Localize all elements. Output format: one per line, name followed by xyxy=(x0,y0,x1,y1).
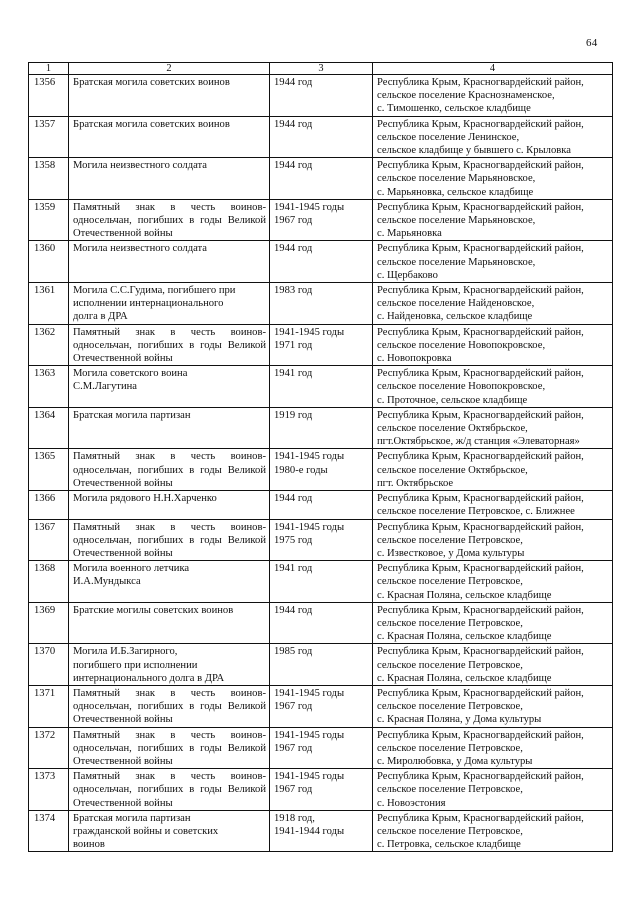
table-row xyxy=(29,158,613,200)
table-row xyxy=(29,199,613,241)
memorial-location-line: Республика Крым, Красногвардейский район, xyxy=(377,77,584,88)
memorial-location-line: сельское поселение Петровское, xyxy=(377,617,523,629)
memorial-date-line: 1944 год xyxy=(274,604,313,616)
memorial-location-line: Республика Крым, Красногвардейский район, xyxy=(377,493,584,505)
memorial-location xyxy=(373,602,613,644)
memorial-name-line: Могила военного летчика xyxy=(73,563,190,575)
row-number: 1356 xyxy=(29,75,69,117)
memorial-date xyxy=(270,561,373,603)
memorial-name-line: Могила неизвестного солдата xyxy=(73,160,207,172)
table-row xyxy=(29,519,613,561)
memorial-location-line: с. Красная Поляна, сельское кладбище xyxy=(377,589,552,601)
row-number: 1368 xyxy=(29,561,69,603)
memorial-name xyxy=(69,644,270,686)
row-number: 1366 xyxy=(29,491,69,519)
memorial-location-line: сельское поселение Марьяновское, xyxy=(377,173,536,185)
row-number: 1363 xyxy=(29,366,69,408)
memorial-location-line: Республика Крым, Красногвардейский район, xyxy=(377,604,584,616)
memorial-date-line: 1941-1945 годы xyxy=(274,521,345,533)
memorial-location-line: Республика Крым, Красногвардейский район, xyxy=(377,646,584,658)
memorial-name xyxy=(69,561,270,603)
memorial-location-line: с. Красная Поляна, у Дома культуры xyxy=(377,714,542,726)
memorial-date-line: 1944 год xyxy=(274,77,313,88)
memorial-location xyxy=(373,158,613,200)
memorial-date xyxy=(270,199,373,241)
memorial-location-line: сельское поселение Петровское, xyxy=(377,784,523,796)
memorial-date-line: 1971 год xyxy=(274,339,313,351)
memorial-date-line: 1941-1945 годы xyxy=(274,326,345,338)
memorial-location-line: сельское поселение Октябрьское, xyxy=(377,464,528,476)
column-header-name: 2 xyxy=(69,63,270,75)
memorial-location xyxy=(373,407,613,449)
memorial-location-line: сельское поселение Новопокровское, xyxy=(377,339,546,351)
memorial-location xyxy=(373,561,613,603)
row-number: 1370 xyxy=(29,644,69,686)
table-header xyxy=(29,63,613,75)
memorial-location xyxy=(373,727,613,769)
memorial-location-line: Республика Крым, Красногвардейский район, xyxy=(377,729,584,741)
memorial-name xyxy=(69,491,270,519)
memorial-location-line: Республика Крым, Красногвардейский район, xyxy=(377,771,584,783)
memorial-date-line: 1941-1945 годы xyxy=(274,201,345,213)
memorial-name-line: Братская могила советских воинов xyxy=(73,118,230,130)
memorial-location xyxy=(373,449,613,491)
memorial-location xyxy=(373,324,613,366)
memorial-name xyxy=(69,602,270,644)
table-row xyxy=(29,116,613,158)
table-row xyxy=(29,491,613,519)
memorial-location-line: Республика Крым, Красногвардейский район, xyxy=(377,368,584,380)
memorial-name-line: исполнении интернационального xyxy=(73,298,224,310)
memorial-date xyxy=(270,241,373,283)
memorial-name xyxy=(69,241,270,283)
memorial-date xyxy=(270,324,373,366)
memorial-location-line: с. Красная Поляна, сельское кладбище xyxy=(377,672,552,684)
memorial-location-line: с. Новоэстония xyxy=(377,797,446,809)
memorial-location xyxy=(373,283,613,325)
memorial-date-line: 1919 год xyxy=(274,409,313,421)
memorial-date-line: 1941-1945 годы xyxy=(274,687,345,699)
memorial-date xyxy=(270,602,373,644)
table-row xyxy=(29,769,613,811)
memorial-name-line: погибшего при исполнении xyxy=(73,659,198,671)
row-number: 1373 xyxy=(29,769,69,811)
memorial-location-line: Республика Крым, Красногвардейский район, xyxy=(377,409,584,421)
memorial-location xyxy=(373,241,613,283)
table-row xyxy=(29,561,613,603)
memorial-name-line: долга в ДРА xyxy=(73,311,128,323)
memorial-name: Памятный знак в честь воинов-односельчан, погибших в годы Великой Отечественной войны xyxy=(69,685,270,727)
memorial-location-line: сельское поселение Марьяновское, xyxy=(377,215,536,227)
memorial-location-line: сельское поселение Петровское, с. Ближнее xyxy=(377,506,575,518)
memorial-name-line: Могила И.Б.Загирного, xyxy=(73,646,178,658)
row-number: 1358 xyxy=(29,158,69,200)
table-row xyxy=(29,685,613,727)
memorial-name-line: Братские могилы советских воинов xyxy=(73,604,234,616)
table-body xyxy=(29,75,613,852)
memorial-date-line: 1944 год xyxy=(274,160,313,172)
table-row xyxy=(29,241,613,283)
memorial-date xyxy=(270,116,373,158)
memorial-location xyxy=(373,810,613,852)
memorial-date-line: 1975 год xyxy=(274,534,313,546)
memorial-location xyxy=(373,116,613,158)
memorial-location-line: сельское поселение Марьяновское, xyxy=(377,256,536,268)
table-row xyxy=(29,727,613,769)
memorial-location-line: сельское поселение Петровское, xyxy=(377,576,523,588)
row-number: 1369 xyxy=(29,602,69,644)
memorial-location xyxy=(373,199,613,241)
memorial-location-line: сельское поселение Петровское, xyxy=(377,534,523,546)
memorial-date xyxy=(270,491,373,519)
memorial-location xyxy=(373,685,613,727)
memorial-location-line: с. Проточное, сельское кладбище xyxy=(377,394,528,406)
page-number: 64 xyxy=(586,37,598,49)
memorial-location-line: сельское кладбище у бывшего с. Крыловка xyxy=(377,145,571,157)
memorial-location xyxy=(373,644,613,686)
header-row xyxy=(29,63,613,75)
table-row xyxy=(29,810,613,852)
memorial-location-line: с. Найденовка, сельское кладбище xyxy=(377,311,533,323)
memorial-location-line: Республика Крым, Красногвардейский район, xyxy=(377,812,584,824)
memorial-location xyxy=(373,75,613,117)
memorial-name-line: воинов xyxy=(73,839,105,851)
memorial-name: Памятный знак в честь воинов-односельчан, погибших в годы Великой Отечественной войны xyxy=(69,199,270,241)
memorial-date-line: 1944 год xyxy=(274,493,313,505)
memorial-name xyxy=(69,407,270,449)
memorial-name xyxy=(69,810,270,852)
memorial-registry-table xyxy=(28,62,613,852)
memorial-location-line: сельское поселение Краснознаменское, xyxy=(377,90,555,102)
memorial-location-line: с. Красная Поляна, сельское кладбище xyxy=(377,631,552,643)
row-number: 1371 xyxy=(29,685,69,727)
memorial-date-line: 1941-1944 годы xyxy=(274,825,345,837)
memorial-location-line: сельское поселение Петровское, xyxy=(377,701,523,713)
memorial-location-line: Республика Крым, Красногвардейский район, xyxy=(377,521,584,533)
memorial-location-line: сельское поселение Ленинское, xyxy=(377,131,520,143)
memorial-location-line: с. Марьяновка, сельское кладбище xyxy=(377,186,534,198)
memorial-location-line: сельское поселение Петровское, xyxy=(377,825,523,837)
memorial-location xyxy=(373,519,613,561)
memorial-location-line: пгт.Октябрьское, ж/д станция «Элеваторная» xyxy=(377,436,580,448)
memorial-date-line: 1967 год xyxy=(274,215,313,227)
memorial-date-line: 1941-1945 годы xyxy=(274,771,345,783)
memorial-date-line: 1944 год xyxy=(274,243,313,255)
table-row xyxy=(29,449,613,491)
memorial-name xyxy=(69,366,270,408)
memorial-location-line: пгт. Октябрьское xyxy=(377,477,454,489)
memorial-date-line: 1983 год xyxy=(274,285,313,297)
memorial-name xyxy=(69,158,270,200)
memorial-name-line: И.А.Мундыкса xyxy=(73,576,141,588)
memorial-location-line: с. Тимошенко, сельское кладбище xyxy=(377,103,531,115)
memorial-location-line: Республика Крым, Красногвардейский район, xyxy=(377,687,584,699)
memorial-location-line: с. Петровка, сельское кладбище xyxy=(377,839,521,851)
memorial-name-line: С.М.Лагутина xyxy=(73,381,137,393)
column-header-date: 3 xyxy=(270,63,373,75)
memorial-name-line: Могила неизвестного солдата xyxy=(73,243,207,255)
memorial-location-line: Республика Крым, Красногвардейский район, xyxy=(377,326,584,338)
memorial-name: Памятный знак в честь воинов-односельчан, погибших в годы Великой Отечественной войны xyxy=(69,519,270,561)
row-number: 1365 xyxy=(29,449,69,491)
memorial-location-line: Республика Крым, Красногвардейский район, xyxy=(377,160,584,172)
memorial-location-line: Республика Крым, Красногвардейский район, xyxy=(377,285,584,297)
memorial-name-line: Могила С.С.Гудима, погибшего при xyxy=(73,285,236,297)
memorial-name-line: Братская могила советских воинов xyxy=(73,77,230,88)
memorial-location xyxy=(373,491,613,519)
memorial-date-line: 1941-1945 годы xyxy=(274,451,345,463)
memorial-date-line: 1941 год xyxy=(274,368,313,380)
row-number: 1367 xyxy=(29,519,69,561)
memorial-location-line: с. Новопокровка xyxy=(377,353,452,365)
row-number: 1374 xyxy=(29,810,69,852)
memorial-location-line: сельское поселение Найденовское, xyxy=(377,298,535,310)
memorial-date-line: 1967 год xyxy=(274,742,313,754)
memorial-name-line: Могила советского воина xyxy=(73,368,188,380)
memorial-date xyxy=(270,519,373,561)
table-row xyxy=(29,75,613,117)
memorial-date-line: 1985 год xyxy=(274,646,313,658)
row-number: 1360 xyxy=(29,241,69,283)
memorial-date xyxy=(270,283,373,325)
memorial-location-line: сельское поселение Петровское, xyxy=(377,659,523,671)
memorial-date xyxy=(270,75,373,117)
memorial-location-line: Республика Крым, Красногвардейский район, xyxy=(377,201,584,213)
memorial-date xyxy=(270,407,373,449)
memorial-date-line: 1967 год xyxy=(274,701,313,713)
memorial-date xyxy=(270,158,373,200)
memorial-name xyxy=(69,283,270,325)
memorial-location-line: с. Миролюбовка, у Дома культуры xyxy=(377,755,533,767)
memorial-name: Памятный знак в честь воинов-односельчан, погибших в годы Великой Отечественной войны xyxy=(69,449,270,491)
memorial-date xyxy=(270,366,373,408)
memorial-date-line: 1941 год xyxy=(274,563,313,575)
memorial-date xyxy=(270,727,373,769)
memorial-date-line: 1941-1945 годы xyxy=(274,729,345,741)
memorial-location-line: с. Марьяновка xyxy=(377,228,442,240)
table-row xyxy=(29,366,613,408)
memorial-name-line: Братская могила партизан xyxy=(73,812,191,824)
memorial-name-line: Братская могила партизан xyxy=(73,409,191,421)
memorial-location xyxy=(373,366,613,408)
table-row xyxy=(29,324,613,366)
memorial-location-line: сельское поселение Новопокровское, xyxy=(377,381,546,393)
memorial-date xyxy=(270,644,373,686)
table-row xyxy=(29,644,613,686)
memorial-name: Памятный знак в честь воинов-односельчан, погибших в годы Великой Отечественной войны xyxy=(69,727,270,769)
memorial-location-line: Республика Крым, Красногвардейский район, xyxy=(377,451,584,463)
table-row xyxy=(29,283,613,325)
memorial-date-line: 1967 год xyxy=(274,784,313,796)
row-number: 1361 xyxy=(29,283,69,325)
memorial-location-line: Республика Крым, Красногвардейский район, xyxy=(377,243,584,255)
memorial-name xyxy=(69,116,270,158)
memorial-date-line: 1944 год xyxy=(274,118,313,130)
memorial-location-line: с. Известковое, у Дома культуры xyxy=(377,547,525,559)
memorial-date xyxy=(270,685,373,727)
row-number: 1372 xyxy=(29,727,69,769)
row-number: 1357 xyxy=(29,116,69,158)
memorial-name-line: Могила рядового Н.Н.Харченко xyxy=(73,493,217,505)
memorial-name xyxy=(69,75,270,117)
memorial-location-line: сельское поселение Октябрьское, xyxy=(377,423,528,435)
memorial-name: Памятный знак в честь воинов-односельчан, погибших в годы Великой Отечественной войны xyxy=(69,769,270,811)
memorial-date xyxy=(270,769,373,811)
memorial-date xyxy=(270,449,373,491)
memorial-date xyxy=(270,810,373,852)
table-row xyxy=(29,602,613,644)
row-number: 1364 xyxy=(29,407,69,449)
memorial-location xyxy=(373,769,613,811)
memorial-location-line: Республика Крым, Красногвардейский район, xyxy=(377,563,584,575)
table-row xyxy=(29,407,613,449)
column-header-address: 4 xyxy=(373,63,613,75)
memorial-name: Памятный знак в честь воинов-односельчан, погибших в годы Великой Отечественной войны xyxy=(69,324,270,366)
column-header-number: 1 xyxy=(29,63,69,75)
memorial-date-line: 1980-е годы xyxy=(274,464,328,476)
memorial-name-line: интернационального долга в ДРА xyxy=(73,672,225,684)
memorial-name-line: гражданской войны и советских xyxy=(73,825,219,837)
memorial-location-line: сельское поселение Петровское, xyxy=(377,742,523,754)
memorial-location-line: Республика Крым, Красногвардейский район, xyxy=(377,118,584,130)
memorial-location-line: с. Щербаково xyxy=(377,269,438,281)
row-number: 1362 xyxy=(29,324,69,366)
memorial-date-line: 1918 год, xyxy=(274,812,315,824)
row-number: 1359 xyxy=(29,199,69,241)
